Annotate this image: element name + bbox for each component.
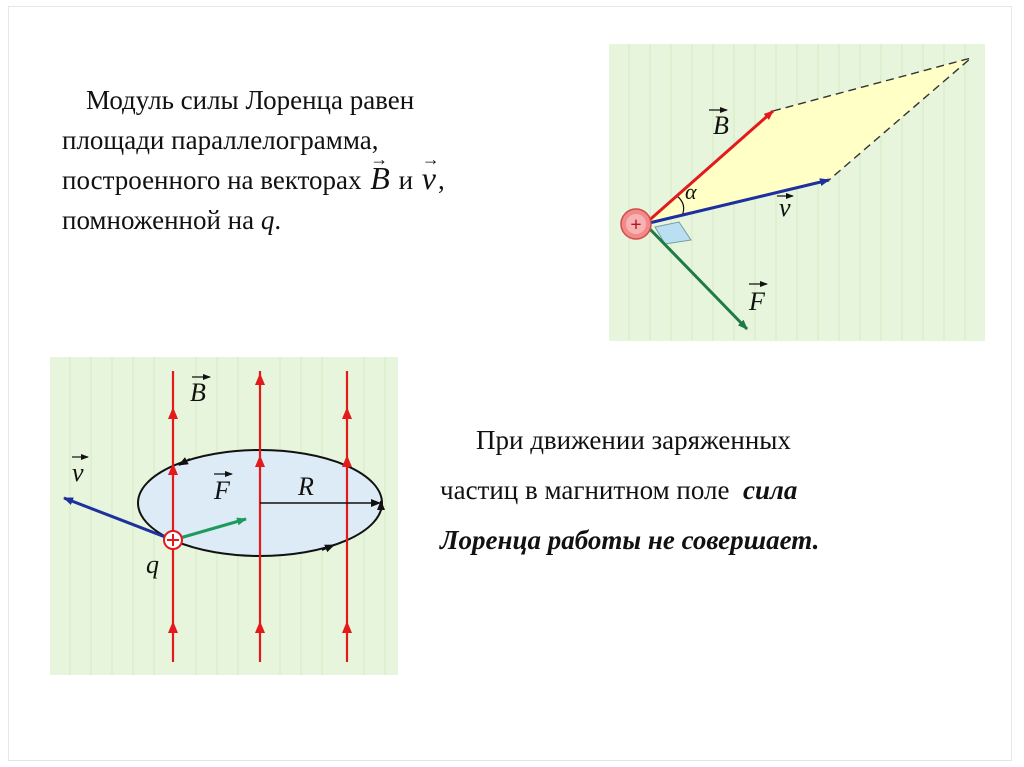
no-work-statement bbox=[440, 420, 960, 560]
vector-v-symbol: → v bbox=[420, 163, 438, 193]
charge-sign: + bbox=[630, 214, 642, 236]
statement-line-3 bbox=[62, 160, 582, 200]
parallelogram-svg bbox=[609, 44, 985, 341]
statement-line-1: Модуль силы Лоренца равен bbox=[86, 85, 415, 115]
vector-v-label: v bbox=[72, 458, 84, 487]
vector-f-label: F bbox=[749, 287, 765, 316]
period: . bbox=[274, 205, 282, 235]
no-work-line-1: При движении заряженных bbox=[476, 425, 791, 455]
radius-label: R bbox=[298, 472, 314, 501]
statement-line-2: площади параллелограмма, bbox=[62, 125, 379, 155]
vector-f-label: F bbox=[214, 476, 230, 505]
no-work-line-2 bbox=[440, 470, 960, 510]
vector-b-label: B bbox=[713, 111, 729, 140]
charge-q-symbol: q bbox=[260, 205, 275, 235]
statement-line-3-text: построенного на векторах bbox=[62, 165, 362, 195]
vector-b-symbol: → B bbox=[368, 163, 392, 193]
no-work-emphasis-1: сила bbox=[742, 475, 798, 505]
vector-b-label: B bbox=[190, 378, 206, 407]
charge-q-label: q bbox=[146, 550, 159, 579]
no-work-line-3: Лоренца работы не совершает. bbox=[440, 525, 820, 555]
orbit-diagram bbox=[50, 357, 398, 675]
no-work-line-2-text: частиц в магнитном поле bbox=[440, 475, 730, 505]
conjunction: и bbox=[398, 165, 414, 195]
angle-alpha-label: α bbox=[685, 179, 697, 204]
comma: , bbox=[438, 165, 445, 195]
vector-v-label: v bbox=[779, 193, 791, 222]
parallelogram-diagram bbox=[609, 44, 985, 341]
lorentz-area-statement bbox=[62, 80, 582, 240]
statement-line-4 bbox=[62, 200, 582, 240]
statement-line-4-text: помноженной на bbox=[62, 205, 255, 235]
orbit-svg bbox=[50, 357, 398, 675]
